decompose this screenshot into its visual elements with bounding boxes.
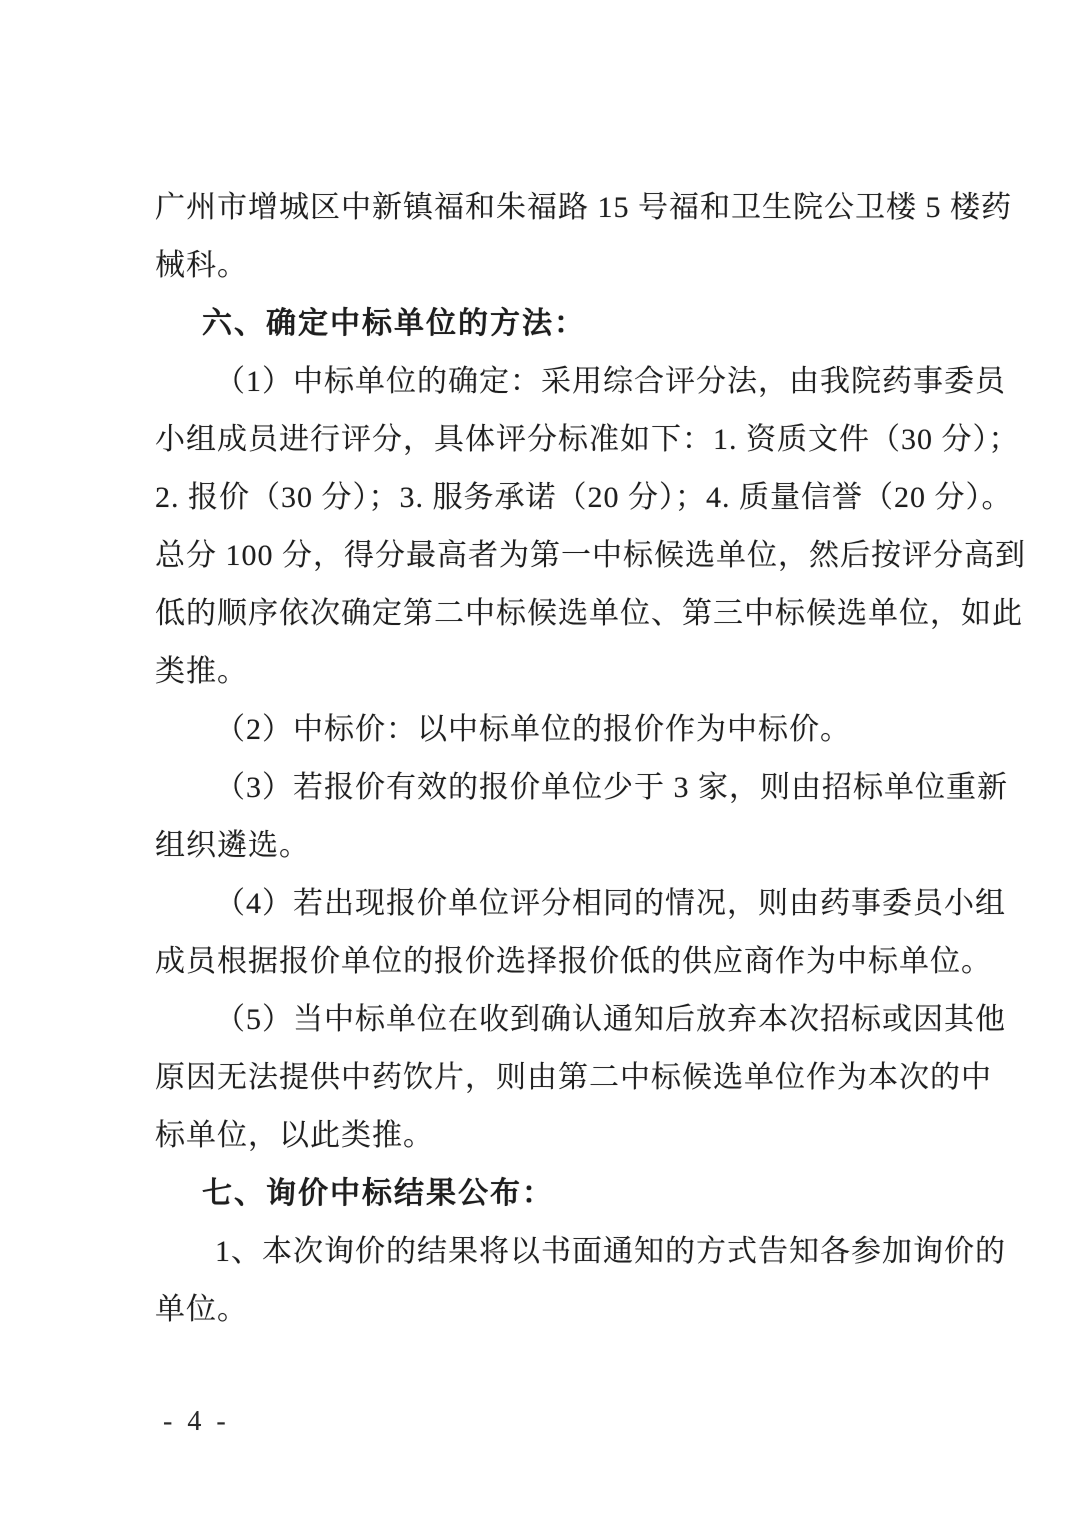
text-line: 广州市增城区中新镇福和朱福路 15 号福和卫生院公卫楼 5 楼药 bbox=[155, 191, 1012, 224]
document-body bbox=[155, 179, 1026, 1339]
text-line-item-3: （3）若报价有效的报价单位少于 3 家，则由招标单位重新 bbox=[215, 771, 1008, 804]
text-line-item-result-1: 1、本次询价的结果将以书面通知的方式告知各参加询价的 bbox=[215, 1235, 1006, 1268]
text-line: 类推。 bbox=[155, 655, 248, 688]
text-line-item-5: （5）当中标单位在收到确认通知后放弃本次招标或因其他 bbox=[215, 1003, 1006, 1036]
text-line: 组织遴选。 bbox=[155, 829, 310, 862]
page-number: - 4 - bbox=[163, 1406, 230, 1437]
section-heading-7: 七、询价中标结果公布： bbox=[202, 1177, 554, 1210]
text-line: 总分 100 分，得分最高者为第一中标候选单位，然后按评分高到 bbox=[155, 539, 1026, 572]
text-line-item-1: （1）中标单位的确定：采用综合评分法，由我院药事委员 bbox=[215, 365, 1006, 398]
text-line-item-4: （4）若出现报价单位评分相同的情况，则由药事委员小组 bbox=[215, 887, 1006, 920]
text-line: 小组成员进行评分，具体评分标准如下：1. 资质文件（30 分）； bbox=[155, 423, 1020, 456]
text-line: 低的顺序依次确定第二中标候选单位、第三中标候选单位，如此 bbox=[155, 597, 1023, 630]
section-heading-6: 六、确定中标单位的方法： bbox=[202, 307, 586, 340]
text-line: 械科。 bbox=[155, 249, 248, 282]
text-line: 成员根据报价单位的报价选择报价低的供应商作为中标单位。 bbox=[155, 945, 992, 978]
text-line: 原因无法提供中药饮片，则由第二中标候选单位作为本次的中 bbox=[155, 1061, 992, 1094]
text-line: 单位。 bbox=[155, 1293, 248, 1326]
text-line: 2. 报价（30 分）；3. 服务承诺（20 分）；4. 质量信誉（20 分）。 bbox=[155, 481, 1013, 514]
text-line-item-2: （2）中标价：以中标单位的报价作为中标价。 bbox=[215, 713, 851, 746]
text-line: 标单位，以此类推。 bbox=[155, 1119, 434, 1152]
